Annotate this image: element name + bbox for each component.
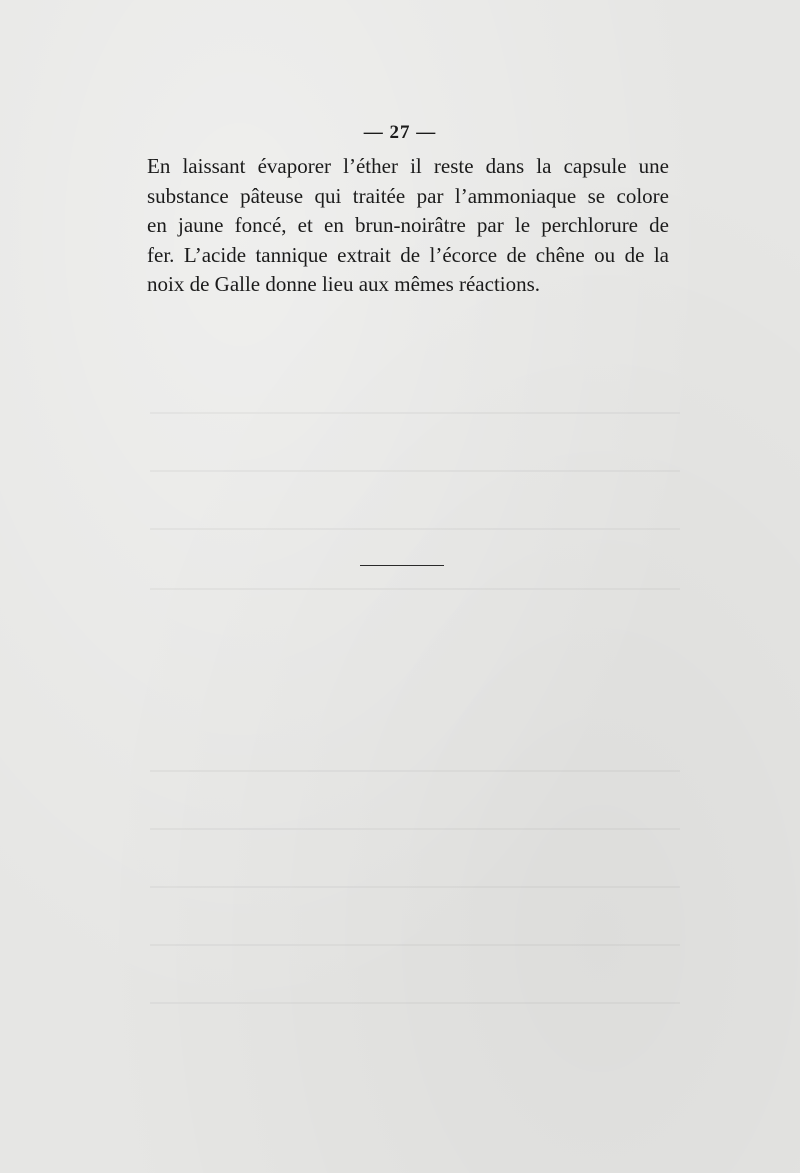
show-through-mark	[150, 412, 680, 414]
show-through-mark	[150, 828, 680, 830]
show-through-mark	[150, 770, 680, 772]
body-paragraph	[147, 152, 669, 300]
paragraph-line: noix de Galle donne lieu aux mêmes réactions.	[147, 272, 541, 296]
paragraph-line: fer. L’acide tannique extrait de l’écorce de chêne ou de la	[147, 242, 669, 267]
show-through-mark	[150, 886, 680, 888]
paragraph-line: En laissant évaporer l’éther il reste dans la capsule une	[147, 154, 669, 178]
show-through-mark	[150, 528, 680, 530]
paragraph-line: en jaune foncé, et en brun-noirâtre par le perchlorure de	[147, 213, 669, 237]
section-divider	[360, 565, 444, 566]
show-through-mark	[150, 470, 680, 472]
page-number: — 27 —	[363, 122, 437, 143]
show-through-mark	[150, 1002, 680, 1004]
paragraph-line: substance pâteuse qui traitée par l’ammoniaque se colore	[147, 183, 669, 208]
show-through-mark	[150, 944, 680, 946]
show-through-mark	[150, 588, 680, 590]
